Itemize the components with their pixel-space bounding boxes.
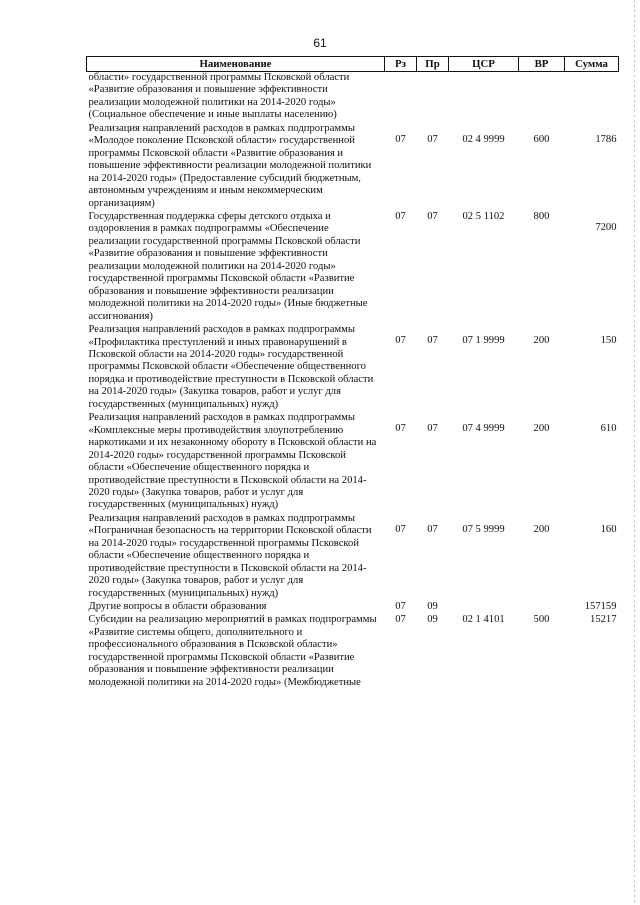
- row-csr: 07 4 9999: [462, 423, 505, 435]
- header-vr: ВР: [519, 57, 565, 72]
- row-rz: 07: [395, 335, 406, 347]
- row-rz: 07: [395, 210, 406, 222]
- table-row: [87, 211, 619, 324]
- row-rz: 07: [395, 601, 406, 613]
- row-name: Реализация направлений расходов в рамках подпрограммы «Пограничная безопасность на территории Псковской области на 2014-2020 годы» государственной программы Псковской области «Обеспечение общественного порядка и противодействие преступности в Псковской области на 2014-2020 годы» (Закупка товаров, работ и услуг для государственных (муниципальных) нужд): [88, 512, 372, 599]
- row-vr: 200: [533, 423, 550, 435]
- row-sum: 15217: [590, 614, 617, 626]
- row-vr: 200: [533, 335, 550, 347]
- row-csr: 02 5 1102: [462, 210, 505, 222]
- row-csr: 07 1 9999: [462, 335, 505, 347]
- table-row: [87, 601, 619, 614]
- row-vr: [519, 72, 565, 123]
- row-sum: 160: [600, 523, 617, 535]
- row-vr: 500: [533, 614, 550, 626]
- header-csr: ЦСР: [449, 57, 519, 72]
- row-vr: [519, 601, 565, 614]
- row-rz: [385, 72, 417, 123]
- row-pr: 07: [427, 133, 438, 145]
- row-sum: 1786: [595, 133, 617, 145]
- header-pr: Пр: [417, 57, 449, 72]
- row-rz: 07: [395, 614, 406, 626]
- table-row: [87, 324, 619, 412]
- table-row: [87, 614, 619, 690]
- row-pr: 07: [427, 423, 438, 435]
- table-header: [87, 57, 619, 72]
- page-number: 61: [313, 36, 327, 50]
- row-sum: 610: [600, 423, 617, 435]
- table-row: [87, 72, 619, 123]
- header-sum: Сумма: [565, 57, 619, 72]
- table-row: [87, 123, 619, 211]
- row-pr: 07: [427, 335, 438, 347]
- row-vr: 800: [533, 210, 550, 222]
- row-sum: 7200: [595, 221, 617, 233]
- row-csr: 02 4 9999: [462, 133, 505, 145]
- row-csr: 02 1 4101: [462, 614, 505, 626]
- row-vr: 200: [533, 523, 550, 535]
- row-rz: 07: [395, 423, 406, 435]
- row-pr: 09: [427, 601, 438, 613]
- row-name: Государственная поддержка сферы детского отдыха и оздоровления в рамках подпрограммы «Обеспечение реализации государственной программы Псковской области «Развитие образования и повышение эффективности реализации молодежной политики на 2014-2020 годы» государственной программы Псковской области «Развитие образования и повышение эффективности реализации молодежной политики на 2014-2020 годы» (Иные бюджетные ассигнования): [88, 210, 368, 322]
- table-body: [87, 72, 619, 691]
- row-csr: 07 5 9999: [462, 523, 505, 535]
- row-vr: 600: [533, 133, 550, 145]
- row-name: Другие вопросы в области образования: [88, 601, 267, 613]
- row-pr: 09: [427, 614, 438, 626]
- table-row: [87, 513, 619, 601]
- row-csr: [449, 601, 519, 614]
- row-pr: 07: [427, 210, 438, 222]
- row-pr: [417, 72, 449, 123]
- header-rz: Рз: [385, 57, 417, 72]
- row-sum: [565, 72, 619, 123]
- row-name: Субсидии на реализацию мероприятий в рамках подпрограммы «Развитие системы общего, дополнительного и профессионального образования в Псковской области» государственной программы Псковской области «Развитие образования и повышение эффективности реализации молодежной политики на 2014-2020 годы» (Межбюджетные: [88, 614, 377, 688]
- row-name: Реализация направлений расходов в рамках подпрограммы «Профилактика преступлений и иных правонарушений в Псковской области на 2014-2020 годы» государственной программы Псковской области «Обеспечение общественного порядка и противодействие преступности в Псковской области на 2014-2020 годы» (Закупка товаров, работ и услуг для государственных (муниципальных) нужд): [88, 324, 374, 410]
- row-rz: 07: [395, 133, 406, 145]
- row-name: Реализация направлений расходов в рамках подпрограммы «Молодое поколение Псковской области» государственной программы Псковской области «Развитие образования и повышение эффективности реализации молодежной политики на 2014-2020 годы» (Предоставление субсидий бюджетным, автономным учреждениям и иным некоммерческим организациям): [88, 122, 372, 209]
- header-name: Наименование: [87, 57, 385, 72]
- row-sum: 150: [600, 335, 617, 347]
- row-pr: 07: [427, 523, 438, 535]
- table-row: [87, 412, 619, 513]
- budget-table: [86, 56, 619, 690]
- row-name: области» государственной программы Псковской области «Развитие образования и повышение эффективности реализации молодежной политики на 2014-2020 годы» (Социальное обеспечение и иные выплаты населению): [88, 72, 350, 121]
- scan-edge-line: [634, 0, 635, 905]
- row-sum: 157159: [584, 601, 617, 613]
- row-name: Реализация направлений расходов в рамках подпрограммы «Комплексные меры противодействия злоупотреблению наркотиками и их незаконному обороту в Псковской области на 2014-2020 годы» государственной программы Псковской области «Обеспечение общественного порядка и противодействие преступности в Псковской области на 2014-2020 годы» (Закупка товаров, работ и услуг для государственных (муниципальных) нужд): [88, 412, 377, 511]
- row-csr: [449, 72, 519, 123]
- row-rz: 07: [395, 523, 406, 535]
